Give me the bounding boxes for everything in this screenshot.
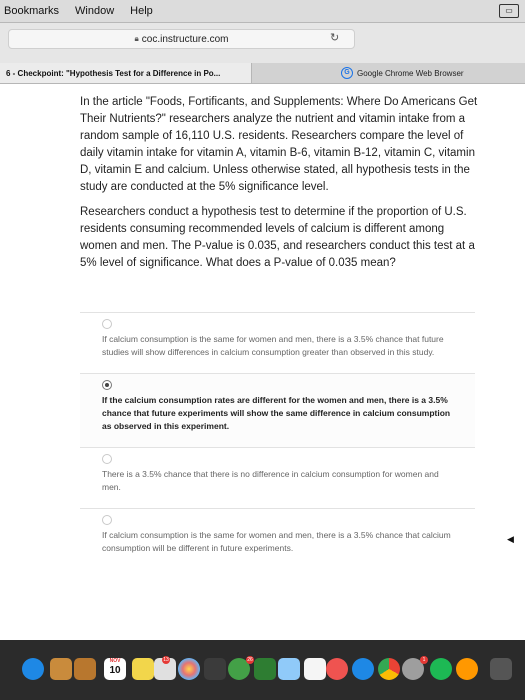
tab-checkpoint-label: 6 - Checkpoint: "Hypothesis Test for a Difference in Po... [6,68,221,78]
finder-folder-icon[interactable] [50,658,72,680]
calendar-icon[interactable] [104,658,126,680]
google-icon: G [341,67,353,79]
mouse-cursor-icon: ◀ [507,534,514,544]
spotify-icon[interactable] [430,658,452,680]
menu-bookmarks[interactable]: Bookmarks [4,5,60,17]
answer-option-4[interactable] [80,508,475,569]
radio-button[interactable] [102,454,112,464]
chrome-icon[interactable] [378,658,400,680]
tab-chrome-web-browser[interactable] [335,63,525,83]
lock-icon: 🔒︎ [134,34,139,43]
calendar-month: NOV [109,658,121,664]
answer-option-3[interactable] [80,447,475,508]
dock-row [0,652,525,688]
option-text: If calcium consumption is the same for women and men, there is a 3.5% chance that future studies will show differences in calcium consumption greater than observed in this study. [102,334,444,357]
tab-chrome-label: Google Chrome Web Browser [357,68,464,78]
question-paragraph: Researchers conduct a hypothesis test to determine if the proportion of U.S. residents consuming recommended levels of calcium is different among women and men. The P-value is 0.035, and researchers conduct this test at a 5% level of significance. What does a P-value of 0.035 mean? [80,206,475,269]
radio-button-selected[interactable] [102,380,112,390]
answer-options [80,312,475,569]
trash-icon[interactable] [490,658,512,680]
question-body [80,94,482,280]
app-store-icon[interactable] [352,658,374,680]
badge-count: 26 [247,657,253,663]
browser-toolbar [0,23,525,63]
folder-icon[interactable] [74,658,96,680]
answer-option-1[interactable] [80,312,475,373]
calendar-day: 10 [109,665,121,676]
pages-icon[interactable] [304,658,326,680]
option-text: If calcium consumption is the same for women and men, there is a 3.5% chance that calcium consumption will be different in future experiments. [102,530,451,553]
address-text: coc.instructure.com [141,33,229,45]
address-bar[interactable] [8,29,355,49]
intro-paragraph: In the article "Foods, Fortificants, and Supplements: Where Do Americans Get Their Nutrients?" researchers analyze the nutrient and vitamin intake from a random sample of 16,110 U.S. residents. Researchers compare the level of daily vitamin intake for vitamin A, vitamin B-6, vitamin B-12, vitamin C, vitamin D, vitamin E and calcium. Unless otherwise stated, all hypothesis tests in the study are conducted at the 5% significance level. [80,96,478,193]
news-icon[interactable] [326,658,348,680]
radio-button[interactable] [102,319,112,329]
menu-help[interactable]: Help [130,5,153,17]
tab-strip [0,63,525,84]
dock [0,640,525,700]
reload-icon[interactable]: ↻ [330,32,340,44]
option-text: If the calcium consumption rates are different for the women and men, there is a 3.5% chance that future experiments will show the same difference in calcium consumption as observed in this experiment. [102,395,451,431]
tab-checkpoint[interactable] [0,63,252,83]
menu-bar [0,0,525,23]
photos-icon[interactable] [178,658,200,680]
input-source-icon[interactable]: ▭ [499,4,519,18]
badge-count: 1 [420,656,428,664]
keynote-icon[interactable] [278,658,300,680]
badge-count: 13 [163,657,169,663]
facetime-icon[interactable] [254,658,276,680]
preview-icon[interactable] [456,658,478,680]
safari-icon[interactable] [22,658,44,680]
menu-window[interactable]: Window [75,5,115,17]
page-content [0,84,525,640]
answer-option-2[interactable] [80,373,475,447]
notes-icon[interactable] [132,658,154,680]
contacts-icon[interactable] [204,658,226,680]
radio-button[interactable] [102,515,112,525]
option-text: There is a 3.5% chance that there is no difference in calcium consumption for women and men. [102,469,439,492]
